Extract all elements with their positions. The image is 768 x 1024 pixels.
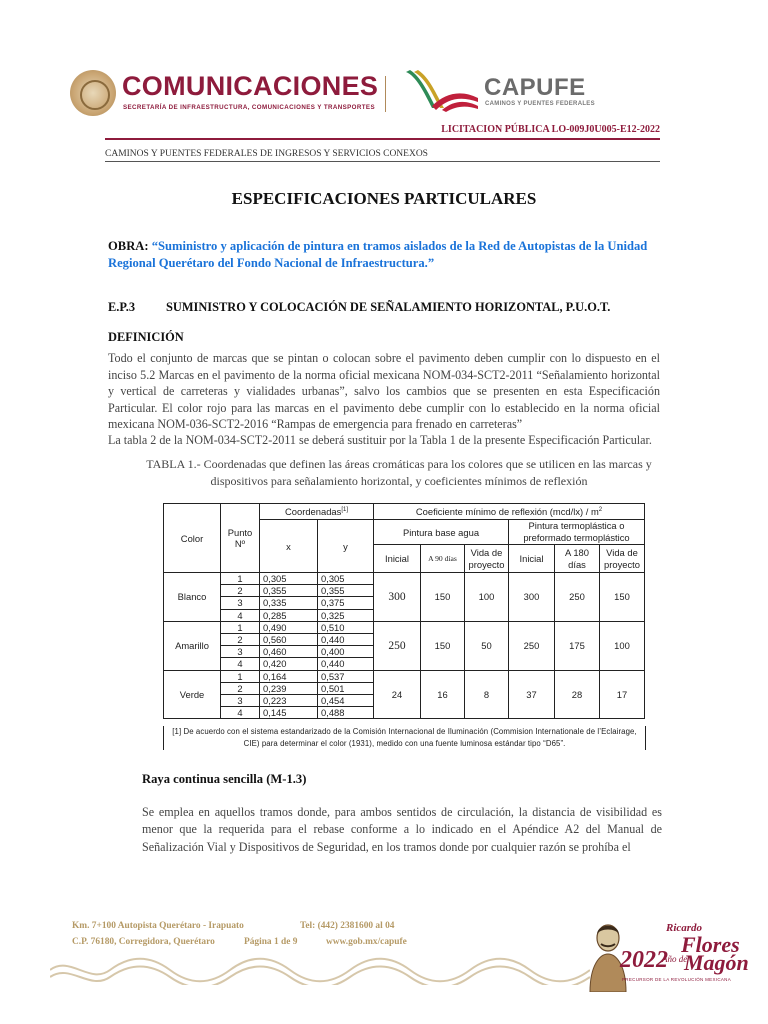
header-termo-a180: A 180 días: [555, 545, 600, 573]
color-cell: Verde: [164, 670, 221, 719]
header-divider: [385, 76, 386, 112]
y-cell: 0,355: [318, 585, 374, 597]
definicion-heading: DEFINICIÓN: [108, 330, 184, 344]
termo-value-cell: 17: [600, 670, 645, 719]
header-rule: [105, 138, 660, 140]
header-punto-line-1: Punto: [227, 527, 253, 538]
definicion-paragraph-2: La tabla 2 de la NOM-034-SCT2-2011 se deberá sustituir por la Tabla 1 de la presente Especificación Particular.: [108, 433, 652, 447]
ep-code: E.P.3: [108, 300, 136, 314]
badge-ano-de: Año de: [662, 954, 688, 964]
punto-cell: 3: [221, 646, 260, 658]
header-termo-inicial: Inicial: [509, 545, 555, 573]
y-cell: 0,440: [318, 633, 374, 645]
table-caption-line-1: TABLA 1.- Coordenadas que definen las áreas cromáticas para los colores que se utilicen en las marcas y: [146, 457, 652, 471]
punto-cell: 1: [221, 573, 260, 585]
footer-address-2: C.P. 76180, Corregidora, Querétaro: [72, 937, 215, 947]
x-cell: 0,285: [260, 609, 318, 621]
agua-value-cell: 8: [465, 670, 509, 719]
y-cell: 0,488: [318, 707, 374, 719]
punto-cell: 3: [221, 694, 260, 706]
table-footnote: [1] De acuerdo con el sistema estandarizado de la Comisión Internacional de Iluminación (Commision Internationale de l’Eclairage, CIE) para determinar el color (1931), medido con una fuente luminosa estándar tipo “D65”.: [163, 726, 646, 750]
punto-cell: 3: [221, 597, 260, 609]
footer-address-1: Km. 7+100 Autopista Querétaro - Irapuato: [72, 921, 244, 931]
punto-cell: 1: [221, 621, 260, 633]
header-termo-vida: Vida de proyecto: [600, 545, 645, 573]
header-pintura-agua: Pintura base agua: [374, 520, 509, 545]
punto-cell: 2: [221, 585, 260, 597]
termo-value-cell: 37: [509, 670, 555, 719]
color-cell: Blanco: [164, 573, 221, 622]
ep-title: SUMINISTRO Y COLOCACIÓN DE SEÑALAMIENTO HORIZONTAL, P.U.O.T.: [166, 300, 611, 314]
badge-caption: PRECURSOR DE LA REVOLUCIÓN MEXICANA: [622, 977, 732, 982]
table-caption: [108, 456, 690, 489]
termo-value-cell: 150: [600, 573, 645, 622]
org-subtitle: SECRETARÍA DE INFRAESTRUCTURA, COMUNICACIONES Y TRANSPORTES: [123, 104, 375, 111]
header-color: Color: [164, 504, 221, 573]
y-cell: 0,325: [318, 609, 374, 621]
agua-value-cell: 100: [465, 573, 509, 622]
badge-magon: Magón: [684, 950, 749, 975]
obra-text: “Suministro y aplicación de pintura en tramos aislados de la Red de Autopistas de la Unidad Regional Querétaro del Fondo Nacional de Infraestructura.”: [108, 239, 648, 270]
termo-value-cell: 250: [509, 621, 555, 670]
y-cell: 0,501: [318, 682, 374, 694]
agua-value-cell: 300: [374, 573, 421, 622]
header-coeficiente-label: Coeficiente mínimo de reflexión (mcd/lx) / m: [415, 506, 599, 517]
footer-page: Página 1 de 9: [244, 937, 298, 947]
raya-heading: Raya continua sencilla (M-1.3): [142, 772, 307, 786]
header-y: y: [318, 520, 374, 573]
footer-web-link[interactable]: www.gob.mx/capufe: [326, 937, 407, 947]
y-cell: 0,375: [318, 597, 374, 609]
y-cell: 0,510: [318, 621, 374, 633]
termo-value-cell: 300: [509, 573, 555, 622]
obra-paragraph: [108, 238, 660, 272]
capufe-logo-icon: [402, 68, 480, 114]
header-agua-a90: A 90 días: [421, 545, 465, 573]
table-caption-line-2: dispositivos para señalamiento horizontal, y coeficientes mínimos de reflexión: [210, 473, 588, 488]
y-cell: 0,537: [318, 670, 374, 682]
x-cell: 0,420: [260, 658, 318, 670]
color-cell: Amarillo: [164, 621, 221, 670]
agua-value-cell: 50: [465, 621, 509, 670]
y-cell: 0,454: [318, 694, 374, 706]
punto-cell: 2: [221, 682, 260, 694]
x-cell: 0,305: [260, 573, 318, 585]
header-coeficiente: [374, 504, 645, 520]
x-cell: 0,490: [260, 621, 318, 633]
header-coordenadas-label: Coordenadas: [285, 506, 342, 517]
termo-value-cell: 175: [555, 621, 600, 670]
agua-value-cell: 250: [374, 621, 421, 670]
x-cell: 0,460: [260, 646, 318, 658]
mexico-seal-logo: [70, 70, 116, 116]
punto-cell: 1: [221, 670, 260, 682]
punto-cell: 2: [221, 633, 260, 645]
termo-value-cell: 100: [600, 621, 645, 670]
punto-cell: 4: [221, 707, 260, 719]
table-row: [164, 670, 645, 682]
x-cell: 0,164: [260, 670, 318, 682]
company-rule: [105, 161, 660, 162]
header-x: x: [260, 520, 318, 573]
header-coordenadas-footnote: [1]: [341, 506, 348, 513]
badge-flores: Flores: [681, 932, 740, 957]
header-punto-line-2: Nº: [234, 538, 246, 549]
header-agua-inicial: Inicial: [374, 545, 421, 573]
obra-label: OBRA:: [108, 239, 149, 253]
document-title: ESPECIFICACIONES PARTICULARES: [231, 189, 537, 208]
agua-value-cell: 24: [374, 670, 421, 719]
table-row: [164, 621, 645, 633]
header-coeficiente-exponent: 2: [598, 506, 603, 513]
punto-cell: 4: [221, 609, 260, 621]
header-punto: [221, 504, 260, 573]
footer-ornament-icon: [50, 955, 590, 985]
termo-value-cell: 250: [555, 573, 600, 622]
termo-value-cell: 28: [555, 670, 600, 719]
raya-paragraph: Se emplea en aquellos tramos donde, para ambos sentidos de circulación, la distancia de visibilidad es menor que la requerida para el rebase conforme a lo indicado en el Apéndice A2 del Manual de Señalización Vial y Dispositivos de Seguridad, en los tramos donde por cualquier razón se prohíba el: [142, 805, 662, 854]
licitacion-number: LICITACION PÚBLICA LO-009J0U005-E12-2022: [441, 124, 660, 135]
y-cell: 0,305: [318, 573, 374, 585]
agua-value-cell: 150: [421, 573, 465, 622]
org-title: COMUNICACIONES: [122, 71, 379, 101]
badge-ricardo: Ricardo: [666, 922, 703, 934]
capufe-subtitle: CAMINOS Y PUENTES FEDERALES: [485, 101, 595, 107]
x-cell: 0,145: [260, 707, 318, 719]
y-cell: 0,400: [318, 646, 374, 658]
company-name: CAMINOS Y PUENTES FEDERALES DE INGRESOS Y SERVICIOS CONEXOS: [105, 149, 428, 159]
x-cell: 0,560: [260, 633, 318, 645]
agua-value-cell: 150: [421, 621, 465, 670]
footer-tel: Tel: (442) 2381600 al 04: [300, 921, 395, 931]
definicion-paragraph-1: Todo el conjunto de marcas que se pintan o colocan sobre el pavimento deben cumplir con lo dispuesto en el inciso 5.2 Marcas en el pavimento de la norma oficial mexicana NOM-034-SCT2-2011 “Señalamiento horizontal y vertical de carreteras y vialidades urbanas”, salvo los cambios que se presenten en esta Especificación Particular. El color rojo para las marcas en el pavimento debe cumplir con lo establecido en la norma oficial mexicana NOM-036-SCT2-2016 “Rampas de emergencia para frenado en carreteras”: [108, 351, 660, 432]
capufe-title: CAPUFE: [484, 74, 586, 101]
x-cell: 0,335: [260, 597, 318, 609]
agua-value-cell: 16: [421, 670, 465, 719]
header-agua-vida: Vida de proyecto: [465, 545, 509, 573]
header-pintura-termo: Pintura termoplástica o preformado termoplástico: [509, 520, 645, 545]
header-coordenadas: [260, 504, 374, 520]
x-cell: 0,239: [260, 682, 318, 694]
x-cell: 0,223: [260, 694, 318, 706]
y-cell: 0,440: [318, 658, 374, 670]
table-row: [164, 573, 645, 585]
badge-year: 2022: [620, 947, 668, 973]
punto-cell: 4: [221, 658, 260, 670]
x-cell: 0,355: [260, 585, 318, 597]
chromaticity-table: [163, 503, 645, 719]
